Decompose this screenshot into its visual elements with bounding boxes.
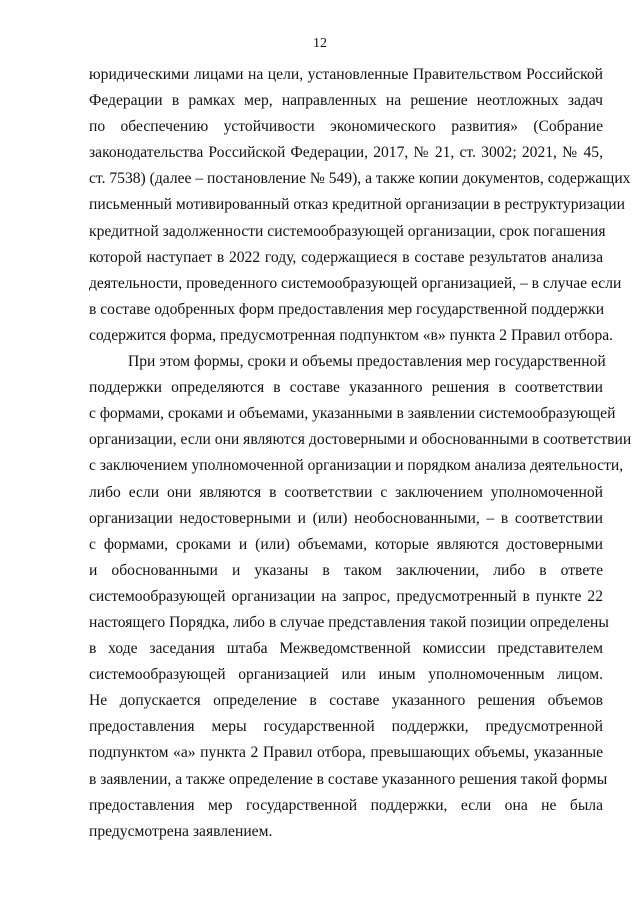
text-line: организации недостоверными и (или) необоснованными, – в соответствии <box>89 509 603 527</box>
text-line: Не допускается определение в составе указанного решения объемов <box>89 692 603 710</box>
text-line: подпунктом «а» пункта 2 Правил отбора, превышающих объемы, указанные <box>89 744 603 762</box>
text-line: и обоснованными и указаны в таком заключении, либо в ответе <box>89 561 603 579</box>
text-line: законодательства Российской Федерации, 2017, № 21, ст. 3002; 2021, № 45, <box>89 144 603 162</box>
text-line: настоящего Порядка, либо в случае представления такой позиции определены <box>89 613 609 631</box>
text-line: содержится форма, предусмотренная подпунктом «в» пункта 2 Правил отбора. <box>89 326 614 344</box>
text-line: Федерации в рамках мер, направленных на решение неотложных задач <box>89 92 603 110</box>
text-line: предоставления мер государственной поддержки, если она не была <box>89 796 603 814</box>
text-line: с формами, сроками и (или) объемами, которые являются достоверными <box>89 535 603 553</box>
text-line: которой наступает в 2022 году, содержащиеся в составе результатов анализа <box>89 248 603 266</box>
text-line: с формами, сроками и объемами, указанными в заявлении системообразующей <box>89 405 616 423</box>
text-line: кредитной задолженности системообразующей организации, срок погашения <box>89 222 606 240</box>
text-line: в ходе заседания штаба Межведомственной комиссии представителем <box>89 640 603 658</box>
text-line: юридическими лицами на цели, установленные Правительством Российской <box>89 66 603 83</box>
paragraph-1 <box>89 62 631 349</box>
text-line: поддержки определяются в составе указанного решения в соответствии <box>89 379 603 397</box>
paragraph-2 <box>89 349 632 845</box>
text-line: в составе одобренных форм предоставления мер государственной поддержки <box>89 300 605 318</box>
text-line: письменный мотивированный отказ кредитной организации в реструктуризации <box>89 196 625 214</box>
text-line: системообразующей организации на запрос, предусмотренный в пункте 22 <box>89 587 603 605</box>
document-body <box>89 62 632 845</box>
text-line: предоставления меры государственной поддержки, предусмотренной <box>89 718 603 736</box>
text-line: предусмотрена заявлением. <box>89 822 273 840</box>
text-line: При этом формы, сроки и объемы предоставления мер государственной <box>128 353 606 371</box>
text-line: деятельности, проведенного системообразующей организацией, – в случае если <box>89 274 622 292</box>
text-line: организации, если они являются достоверными и обоснованными в соответствии <box>89 431 632 449</box>
text-line: в заявлении, а также определение в составе указанного решения такой формы <box>89 770 608 788</box>
text-line: либо если они являются в соответствии с заключением уполномоченной <box>89 483 603 501</box>
text-line: с заключением уполномоченной организации и порядком анализа деятельности, <box>89 457 624 475</box>
page-number: 12 <box>313 36 327 51</box>
text-line: по обеспечению устойчивости экономического развития» (Собрание <box>89 118 603 136</box>
text-line: системообразующей организацией или иным уполномоченным лицом. <box>89 666 603 684</box>
text-line: ст. 7538) (далее – постановление № 549), а также копии документов, содержащих <box>89 170 631 188</box>
